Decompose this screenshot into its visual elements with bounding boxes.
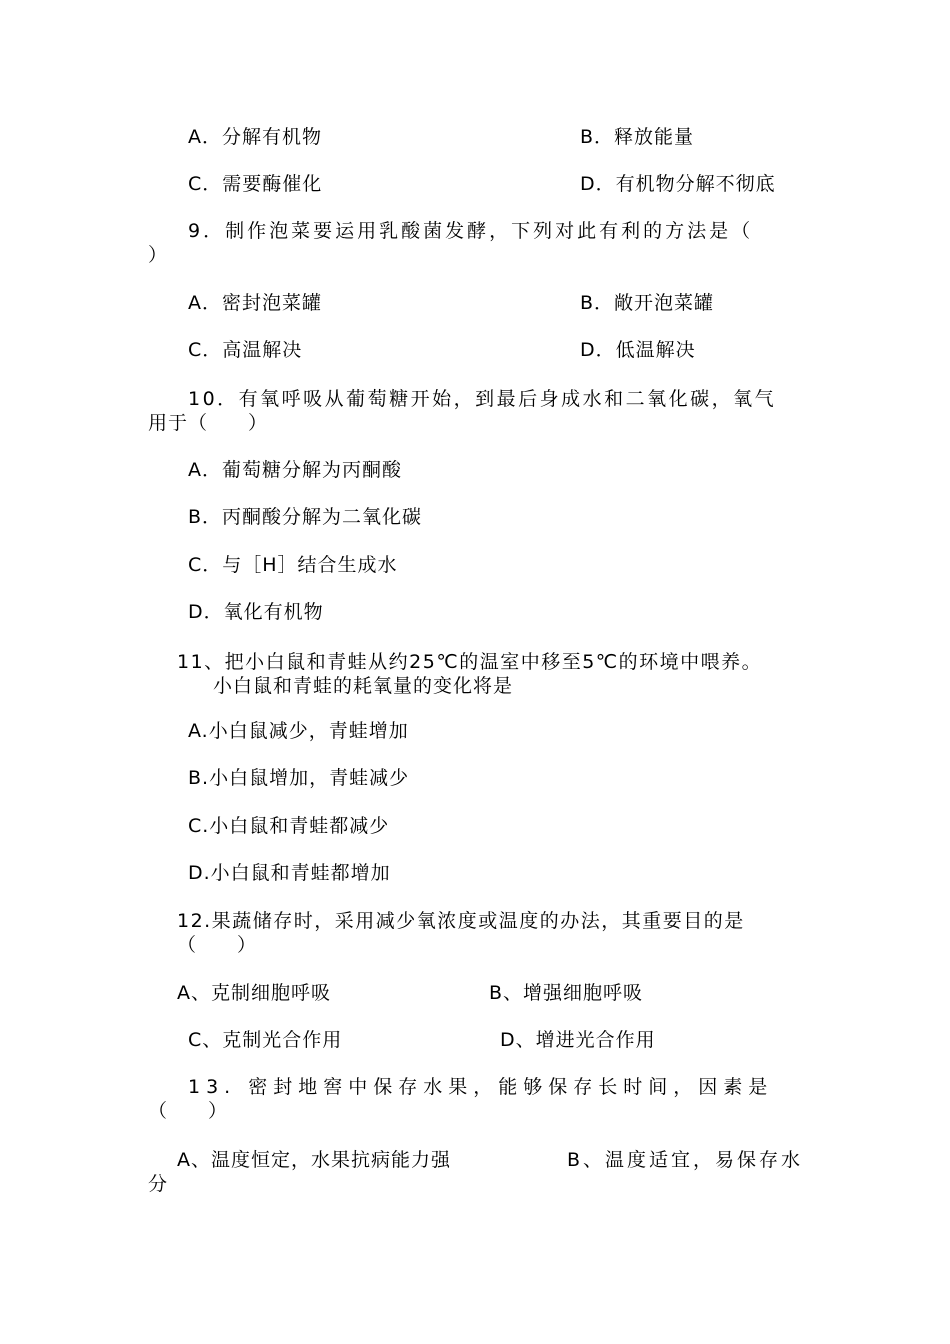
q9-option-b: B．敞开泡菜罐 bbox=[580, 292, 715, 314]
q10-option-b: B．丙酮酸分解为二氧化碳 bbox=[188, 506, 423, 528]
q12-stem-line2: （ ） bbox=[177, 934, 258, 956]
q9-stem-line2: ） bbox=[148, 244, 169, 266]
q10-stem-line1: 10．有氧呼吸从葡萄糖开始，到最后身成水和二氧化碳，氧气 bbox=[188, 388, 777, 410]
q13-option-b: B、温度适宜，易保存水 bbox=[567, 1149, 804, 1171]
q9-option-a: A．密封泡菜罐 bbox=[188, 292, 322, 314]
q11-option-b: B.小白鼠增加，青蛙减少 bbox=[188, 767, 410, 789]
q12-stem-line1: 12.果蔬储存时，采用减少氧浓度或温度的办法，其重要目的是 bbox=[177, 910, 745, 932]
q13-stem-line2: （ ） bbox=[148, 1100, 229, 1122]
q11-stem-line1: 11、把小白鼠和青蛙从约25℃的温室中移至5℃的环境中喂养。 bbox=[177, 651, 763, 673]
q12-option-b: B、增强细胞呼吸 bbox=[489, 982, 644, 1004]
q10-option-a: A．葡萄糖分解为丙酮酸 bbox=[188, 459, 402, 481]
q9-option-d: D．低温解决 bbox=[580, 339, 696, 361]
q12-option-c: C、克制光合作用 bbox=[188, 1029, 343, 1051]
q8-option-c: C．需要酶催化 bbox=[188, 173, 323, 195]
q13-stem-line1: 13. 密封地窖中保存水果，能够保存长时间，因素是 bbox=[188, 1076, 774, 1098]
q8-option-a: A．分解有机物 bbox=[188, 126, 322, 148]
q13-option-b-continued: 分 bbox=[148, 1173, 169, 1195]
q10-option-c: C．与［H］结合生成水 bbox=[188, 554, 398, 576]
q8-option-d: D．有机物分解不彻底 bbox=[580, 173, 776, 195]
q11-option-a: A.小白鼠减少，青蛙增加 bbox=[188, 720, 409, 742]
q11-option-c: C.小白鼠和青蛙都减少 bbox=[188, 815, 390, 837]
q12-option-a: A、克制细胞呼吸 bbox=[177, 982, 331, 1004]
q8-option-b: B．释放能量 bbox=[580, 126, 695, 148]
q11-stem-line2: 小白鼠和青蛙的耗氧量的变化将是 bbox=[213, 675, 514, 697]
q12-option-d: D、增进光合作用 bbox=[500, 1029, 656, 1051]
q10-stem-line2: 用于（ ） bbox=[148, 412, 269, 434]
q9-option-c: C．高温解决 bbox=[188, 339, 303, 361]
q13-option-a: A、温度恒定，水果抗病能力强 bbox=[177, 1149, 451, 1171]
q10-option-d: D．氧化有机物 bbox=[188, 601, 324, 623]
q9-stem-line1: 9．制作泡菜要运用乳酸菌发酵，下列对此有利的方法是（ bbox=[188, 220, 754, 242]
q11-option-d: D.小白鼠和青蛙都增加 bbox=[188, 862, 391, 884]
